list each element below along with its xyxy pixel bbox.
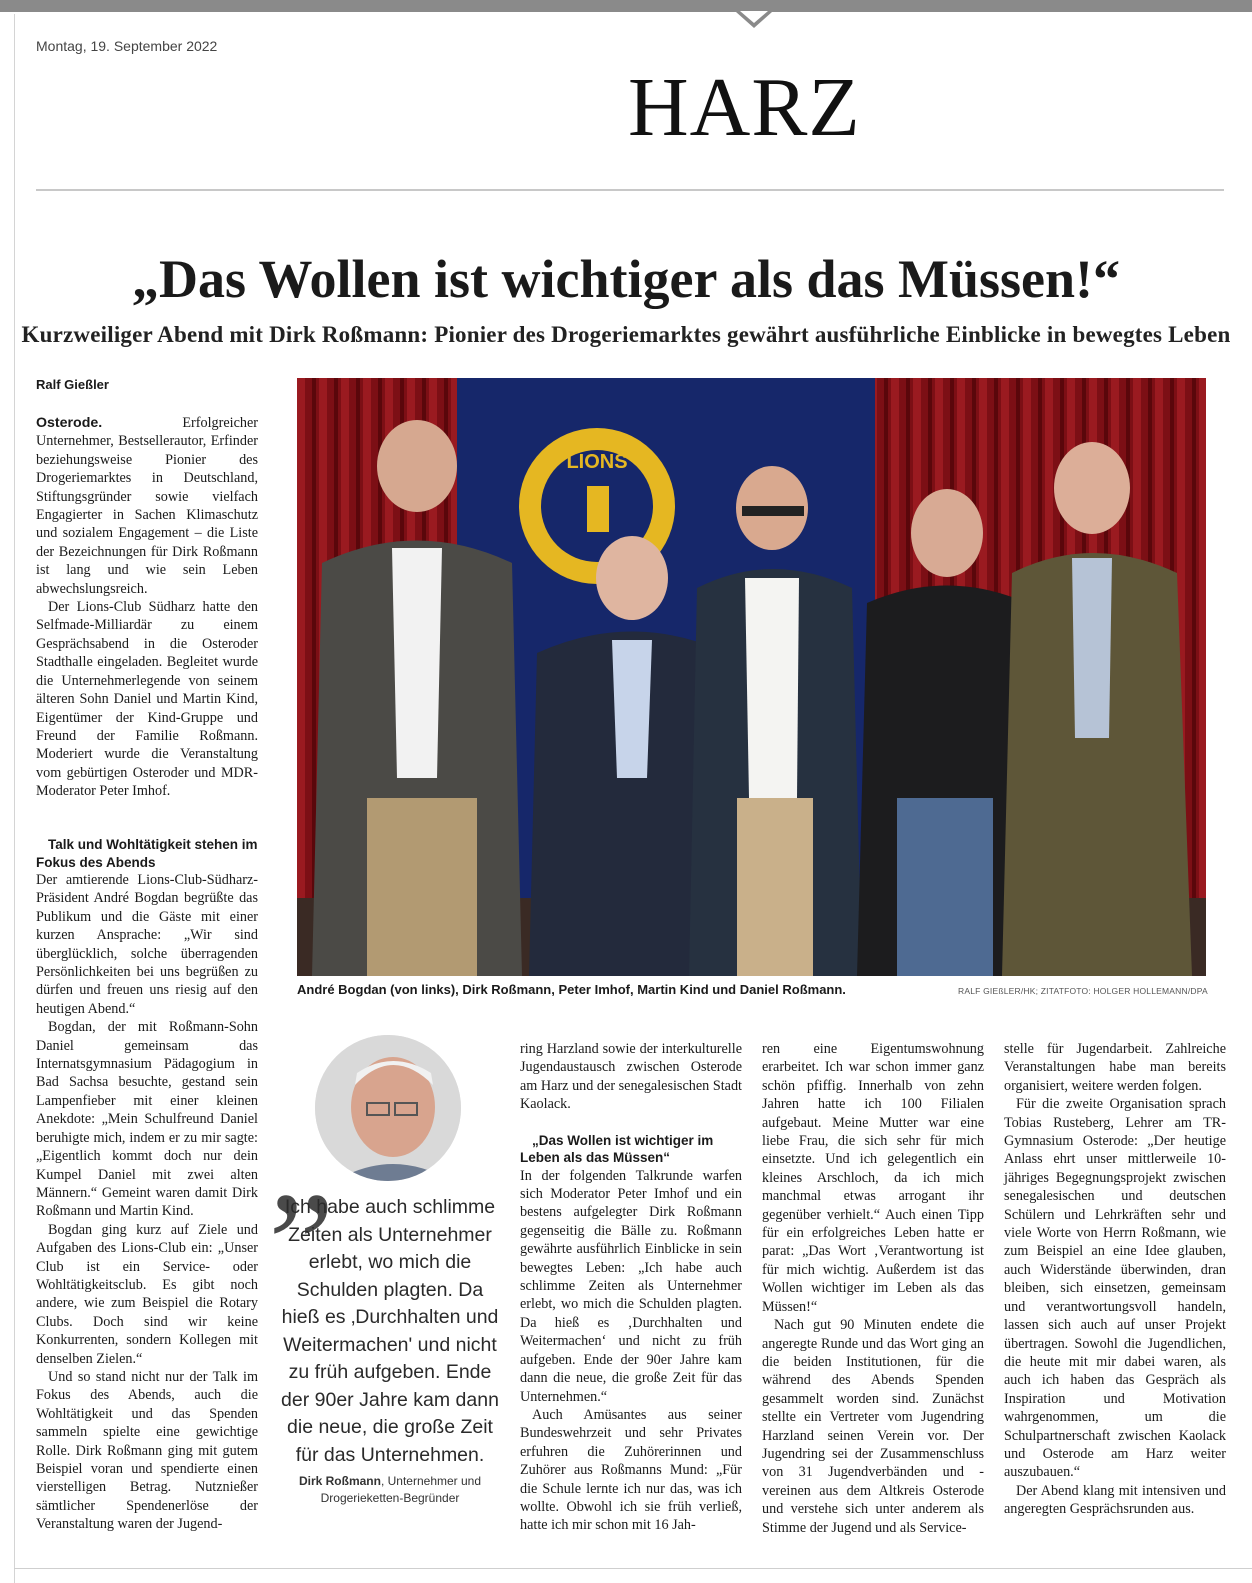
column-3 — [520, 1040, 742, 1535]
paragraph: Bogdan, der mit Roßmann-Sohn Daniel gemeinsam das Internatsgymnasium Pädagogium in Bad Sachsa besuchte, gestand sein Lampenfieber mit einer kleinen Anekdote: „Mein Schulfreund Daniel beruhigte mich, indem er zu mir sagte: „Eigentlich kommt doch nur dein Kumpel Daniel mit zwei alten Männern.“ Gemeint waren damit Dirk Roßmann und Martin Kind. — [36, 1019, 258, 1220]
group-photo[interactable] — [297, 378, 1206, 976]
quote-mark-icon: ” — [268, 1162, 335, 1328]
column-5 — [1004, 1040, 1226, 1519]
column-4 — [762, 1040, 984, 1537]
paragraph: Osterode. Erfolgreicher Unternehmer, Bestsellerautor, Erfinder beziehungsweise Pionier des Drogeriemarktes in Deutschland, Stiftungsgründer sowie vielfach Engagierter in Sachen Klimaschutz und sozialem Engagement – die Liste der Bezeichnungen für Dirk Roßmann ist lang und wie sein Leben abwechslungsreich. — [36, 415, 258, 597]
article-subheadline: Kurzweiliger Abend mit Dirk Roßmann: Pionier des Drogeriemarktes gewährt ausführliche Einblicke in bewegtes Leben — [21, 322, 1231, 347]
section-title: HARZ — [628, 61, 861, 154]
article-headline: „Das Wollen ist wichtiger als das Müssen!“ — [131, 249, 1121, 309]
paragraph: Für die zweite Organisation sprach Tobias Rusteberg, Lehrer am TR-Gymnasium Osterode: „Der heutige Anlass ehrt unser mittlerweile 10-jähriges Begegnungsprojekt zwischen senegalesischen und deutschen Schülern und Lehrkräften sehr und viele Worte von Herrn Roßmann, wie zum Beispiel an eine Idee glauben, auch Widerstände überwinden, dran bleiben, sich einsetzen, gemeinsam und verantwortungsvoll handeln, lassen sich auch auf unser Projekt übertragen. Sowohl die Jugendlichen, die heute mit mir dabei waren, als auch ich haben das Gespräch als Inspiration und Motivation wahrgenommen, um die Schulpartnerschaft zwischen Kaolack und Osterode am Harz weiter auszubauen.“ — [1004, 1096, 1226, 1481]
portrait-photo[interactable] — [315, 1035, 461, 1181]
pull-quote: Ich habe auch schlimme Zeiten als Unternehmer erlebt, wo mich die Schulden plagten. Da hieß es ‚Durchhalten und Weitermachen' und nicht zu früh aufgeben. Ende der 90er Jahre kam dann die neue, die große Zeit für das Unternehmen. — [281, 1196, 499, 1466]
article-author: Ralf Gießler — [36, 377, 109, 392]
intertitle: „Das Wollen ist wichtiger im Leben als das Müssen“ — [520, 1132, 714, 1166]
quote-role: , Unternehmer und Drogerieketten-Begründer — [320, 1474, 482, 1505]
column-1-continued — [36, 836, 258, 1534]
paragraph: Bogdan ging kurz auf Ziele und Aufgaben des Lions-Club ein: „Unser Club ist ein Service- oder Wohltätigkeitsclub. Es gibt noch andere, wie zum Beispiel die Rotary Clubs. Doch sind wir keine Konkurrenten, sondern Kollegen mit denselben Zielen.“ — [36, 1221, 258, 1367]
paragraph: Der Abend klang mit intensiven und angeregten Gesprächsrunden aus. — [1004, 1482, 1226, 1518]
paragraph: ring Harzland sowie der interkulturelle Jugendaustausch zwischen Osterode am Harz und der senegalesischen Stadt Kaolack. — [520, 1041, 742, 1113]
paragraph: stelle für Jugendarbeit. Zahlreiche Veranstaltungen habe man bereits organisiert, weitere werden folgen. — [1004, 1041, 1226, 1094]
paragraph: Der amtierende Lions-Club-Südharz-Präsident André Bogdan begrüßte das Publikum und die Gäste mit einer kurzen Ansprache: „Wir sind überglücklich, solche überragenden Persönlichkeiten bei uns begrüßen zu dürfen und freuen uns riesig auf den heutigen Abend.“ — [36, 872, 258, 1017]
issue-date: Montag, 19. September 2022 — [36, 38, 218, 54]
photo-caption: André Bogdan (von links), Dirk Roßmann, Peter Imhof, Martin Kind und Daniel Roßmann. — [297, 982, 846, 997]
pull-quote-attribution — [290, 1473, 490, 1507]
top-bar — [0, 0, 1252, 12]
header-divider — [36, 189, 1224, 191]
paragraph: ren eine Eigentumswohnung erarbeitet. Ich war schon immer ganz schön pfiffig. Innerhalb von zehn Jahren hatte ich 100 Filialen aufgebaut. Meine Mutter war eine liebe Frau, die sich sehr für mich einsetzte. Und ich gelegentlich ein kleines Arschloch, da ich mich manchmal etwas arrogant ihr gegenüber verhielt.“ Auch einen Tipp für ein erfolgreiches Leben hatte er parat: „Das Wort ‚Verantwortung ist für mich wichtig. Außerdem ist das Wollen wichtiger im Leben als das Müssen!“ — [762, 1041, 984, 1315]
quote-name: Dirk Roßmann — [298, 1474, 381, 1488]
photo-credit: RALF GIEßLER/HK; ZITATFOTO: HOLGER HOLLEMANN/DPA — [958, 986, 1208, 996]
intertitle: Talk und Wohltätigkeit stehen im Fokus des Abends — [36, 837, 258, 870]
photo-illustration — [297, 378, 1206, 976]
paragraph: Und so stand nicht nur der Talk im Fokus des Abends, auch die Wohltätigkeit und das Spenden sammeln spielte eine gewichtige Rolle. Dirk Roßmann ging mit gutem Beispiel voran und spendierte einen vierstelligen Betrag. Nutznießer sämtlicher Spendenerlöse der Veranstaltung waren der Jugend- — [36, 1368, 258, 1533]
paragraph: In der folgenden Talkrunde warfen sich Moderator Peter Imhof und ein bestens aufgelegter Dirk Roßmann gegenseitig die Bälle zu. Roßmann gewährte ausführlich Einblicke in sein bewegtes Leben: „Ich habe auch schlimme Zeiten als Unternehmer erlebt, wo mich die Schulden plagten. Da hieß es ‚Durchhalten und Weitermachen‘ und nicht zu früh aufgeben. Ende der 90er Jahre kam dann die neue, die große Zeit für das Unternehmen.“ — [520, 1167, 742, 1405]
paragraph: Auch Amüsantes aus seiner Bundeswehrzeit und sehr Privates erfuhren die Zuhörerinnen und Zuhörer aus Roßmanns Mund: „Für die Schule lernte ich nur das, was ich wollte. Obwohl ich sie früh verließ, hatte ich mir schon mit 16 Jah- — [520, 1406, 742, 1534]
portrait-illustration — [315, 1035, 461, 1181]
paragraph: Der Lions-Club Südharz hatte den Selfmade-Milliardär zu einem Gesprächsabend in die Osteroder Stadthalle eingeladen. Begleitet wurde die Unternehmerlegende von seinem älteren Sohn Daniel und Martin Kind, Eigentümer der Kind-Gruppe und Freund der Familie Roßmann. Moderiert wurde die Veranstaltung vom gebürtigen Osteroder und MDR-Moderator Peter Imhof. — [36, 599, 258, 800]
paragraph: Nach gut 90 Minuten endete die angeregte Runde und das Wort ging an die beiden Institutionen, für die während des Abends Spenden gesammelt worden sind. Zunächst stellte ein Vertreter vom Jugendring Harzland seinen Verein vor. Der Jugendring sei der Zusammenschluss von 31 Jugendverbänden und -vereinen aus dem Altkreis Osterode und verstehe sich unter anderem als Stimme der Jugend und als Service- — [762, 1317, 984, 1536]
banner-text: LIONS — [566, 451, 628, 473]
dateline: Osterode. — [36, 415, 103, 431]
bottom-divider — [14, 1568, 1252, 1569]
column-1 — [36, 414, 258, 801]
